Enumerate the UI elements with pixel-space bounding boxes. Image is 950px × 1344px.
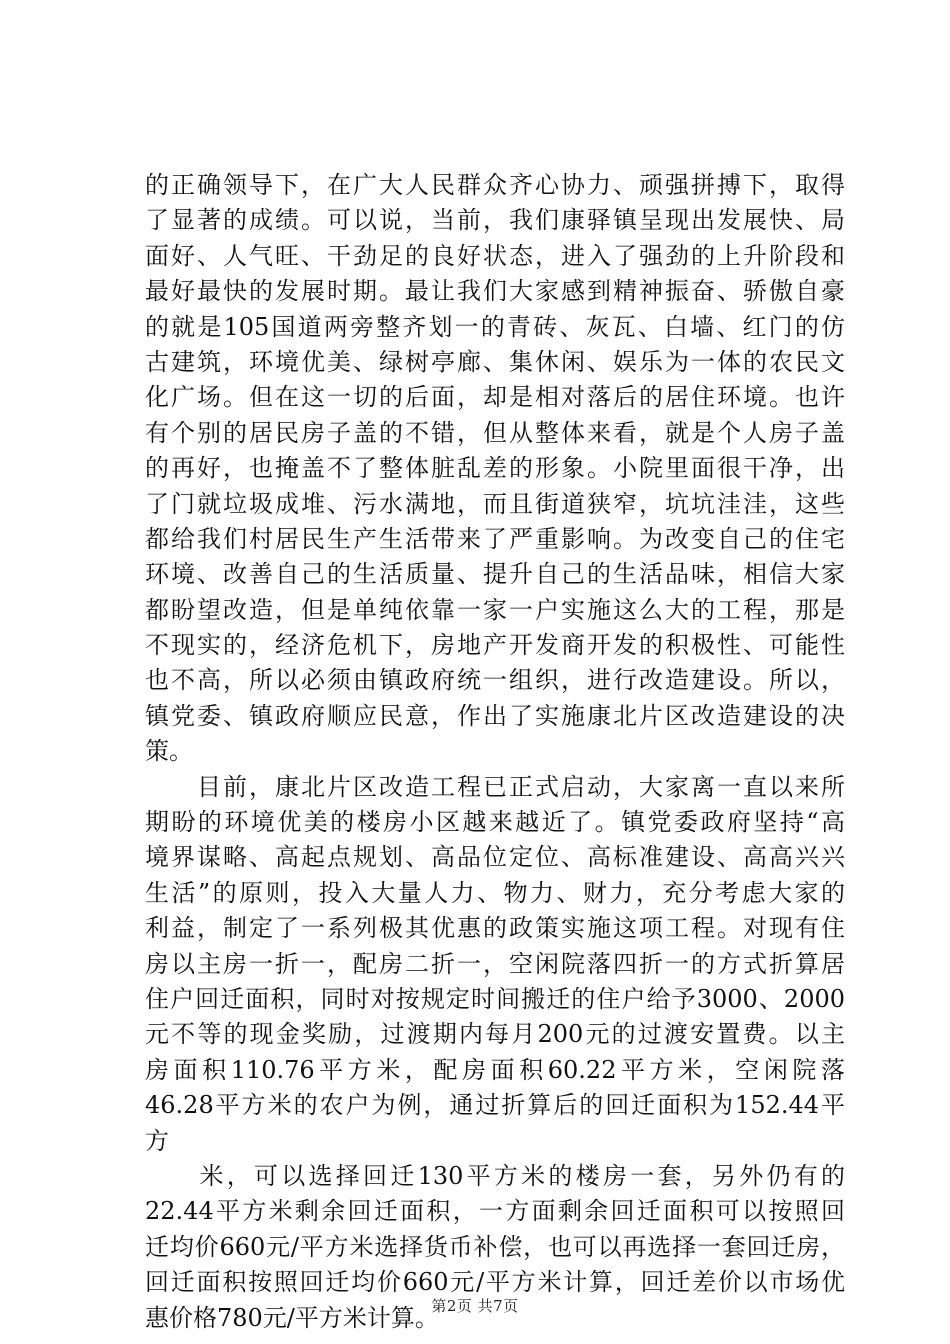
text-line: 利益，制定了一系列极其优惠的政策实施这项工程。对现有住 xyxy=(145,914,845,943)
document-body xyxy=(145,168,845,1336)
text-line: 的就是105国道两旁整齐划一的青砖、灰瓦、白墙、红门的仿 xyxy=(145,312,845,341)
text-line: 也不高，所以必须由镇政府统一组织，进行改造建设。所以， xyxy=(145,666,845,695)
text-line: 不现实的，经济危机下，房地产开发商开发的积极性、可能性 xyxy=(145,631,845,660)
text-line: 惠价格780元/平方米计算。 xyxy=(145,1303,439,1332)
text-line: 的再好，也掩盖不了整体脏乱差的形象。小院里面很干净，出 xyxy=(145,454,845,483)
text-line: 了门就垃圾成堆、污水满地，而且街道狭窄，坑坑洼洼，这些 xyxy=(145,489,845,518)
text-line: 都盼望改造，但是单纯依靠一家一户实施这么大的工程，那是 xyxy=(145,595,845,624)
text-line: 生活”的原则，投入大量人力、物力、财力，充分考虑大家的 xyxy=(145,878,845,907)
text-line: 了显著的成绩。可以说，当前，我们康驿镇呈现出发展快、局 xyxy=(145,206,845,235)
text-line: 22.44平方米剩余回迁面积，一方面剩余回迁面积可以按照回 xyxy=(145,1197,845,1226)
text-line: 迁均价660元/平方米选择货币补偿，也可以再选择一套回迁房， xyxy=(145,1232,845,1261)
text-line: 镇党委、镇政府顺应民意，作出了实施康北片区改造建设的决 xyxy=(145,701,845,730)
text-line: 古建筑，环境优美、绿树亭廊、集休闲、娱乐为一体的农民文 xyxy=(145,347,845,376)
text-line: 目前，康北片区改造工程已正式启动，大家离一直以来所 xyxy=(145,772,845,801)
text-line: 住户回迁面积，同时对按规定时间搬迁的住户给予3000、2000 xyxy=(145,984,845,1013)
text-line: 回迁面积按照回迁均价660元/平方米计算，回迁差价以市场优 xyxy=(145,1268,845,1297)
text-line: 面好、人气旺、干劲足的良好状态，进入了强劲的上升阶段和 xyxy=(145,241,845,270)
text-line: 米，可以选择回迁130平方米的楼房一套，另外仍有的 xyxy=(145,1161,845,1190)
text-line: 的正确领导下，在广大人民群众齐心协力、顽强拼搏下，取得 xyxy=(145,171,845,199)
text-line: 有个别的居民房子盖的不错，但从整体来看，就是个人房子盖 xyxy=(145,418,845,447)
text-line: 境界谋略、高起点规划、高品位定位、高标准建设、高高兴兴 xyxy=(145,843,845,872)
text-line: 房以主房一折一，配房二折一，空闲院落四折一的方式折算居 xyxy=(145,949,845,978)
text-line: 46.28平方米的农户为例，通过折算后的回迁面积为152.44平 xyxy=(145,1091,845,1120)
text-line: 都给我们村居民生产生活带来了严重影响。为改变自己的住宅 xyxy=(145,524,845,553)
text-line: 策。 xyxy=(145,737,193,766)
text-line: 期盼的环境优美的楼房小区越来越近了。镇党委政府坚持“高 xyxy=(145,808,845,837)
page-number-footer: 第2页 共7页 xyxy=(431,1297,519,1315)
text-line: 房面积110.76平方米，配房面积60.22平方米，空闲院落 xyxy=(145,1055,845,1084)
text-line: 方 xyxy=(145,1126,169,1155)
text-line: 元不等的现金奖励，过渡期内每月200元的过渡安置费。以主 xyxy=(145,1020,845,1049)
text-line: 环境、改善自己的生活质量、提升自己的生活品味，相信大家 xyxy=(145,560,845,589)
text-line: 最好最快的发展时期。最让我们大家感到精神振奋、骄傲自豪 xyxy=(145,277,845,306)
text-line: 化广场。但在这一切的后面，却是相对落后的居住环境。也许 xyxy=(145,383,845,412)
